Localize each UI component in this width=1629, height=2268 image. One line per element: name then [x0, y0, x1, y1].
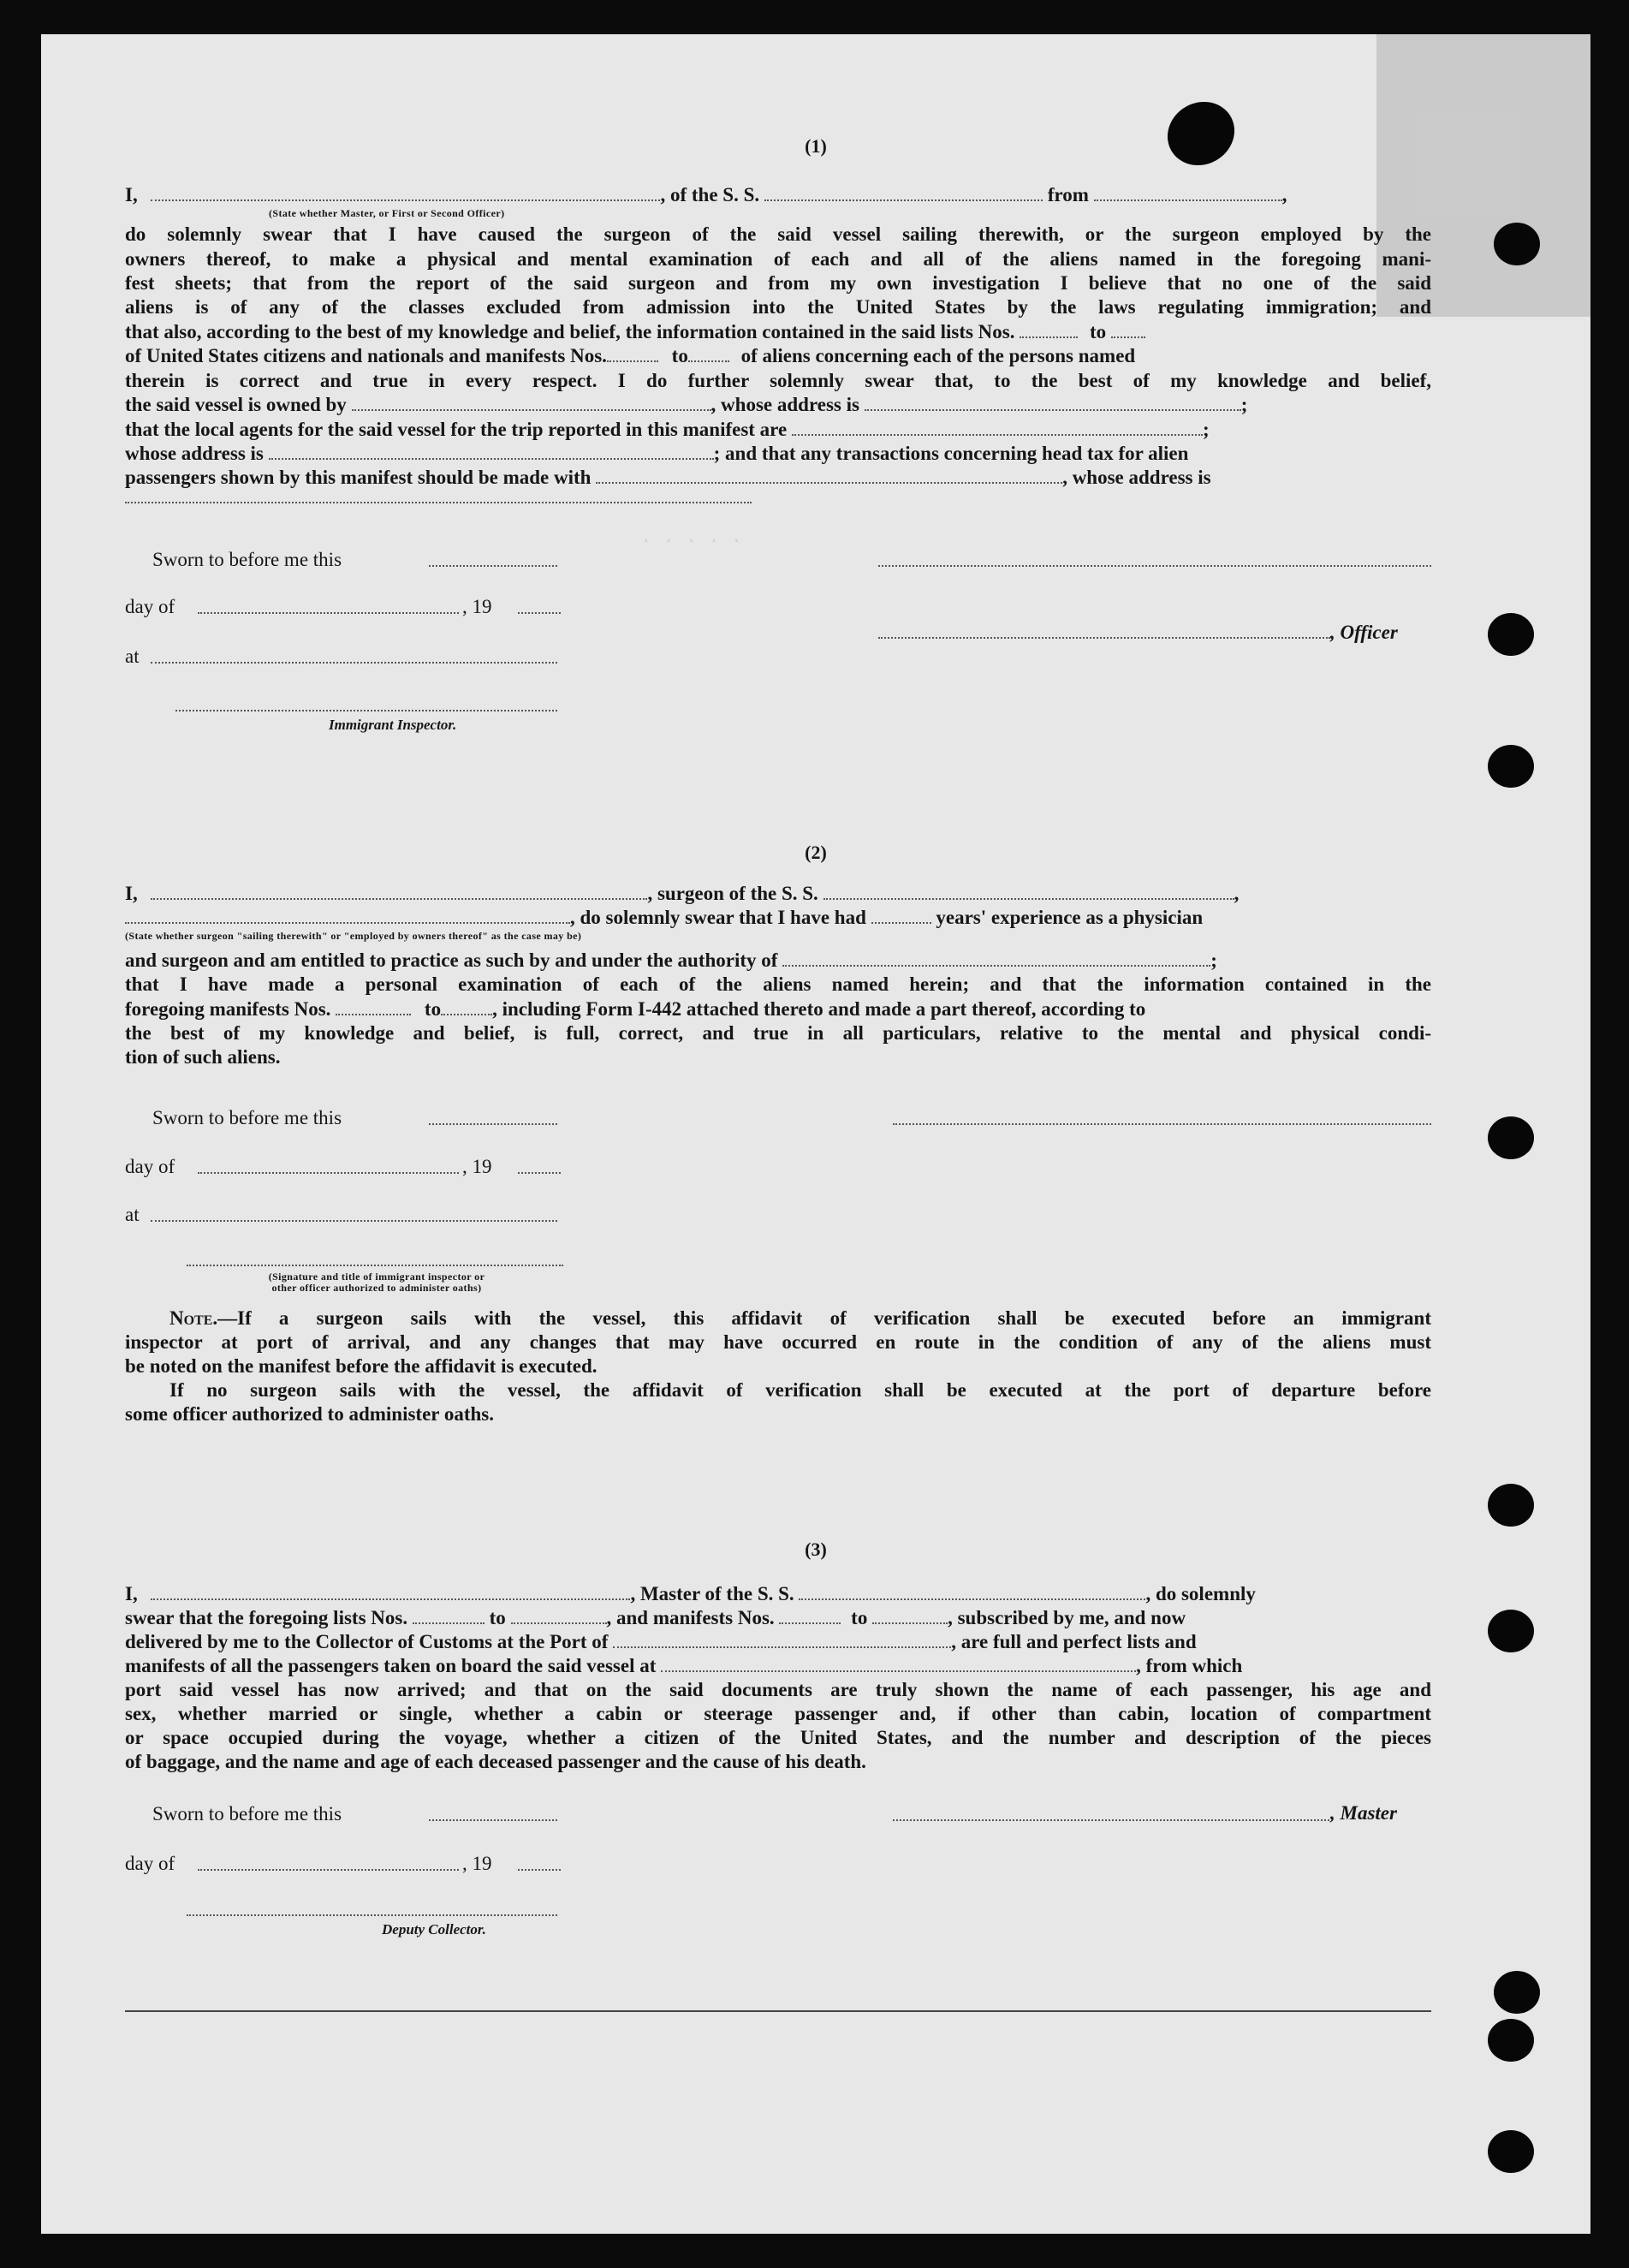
s1-caption: (State whether Master, or First or Second Officer): [269, 207, 505, 219]
s3-lists-to-blank[interactable]: [511, 1607, 607, 1624]
headtax-party-blank[interactable]: [596, 467, 1062, 484]
s3-full-lists-text: , are full and perfect lists and: [951, 1631, 1197, 1652]
s2-manifests-to: to: [424, 998, 442, 1020]
torn-mark: [1156, 90, 1246, 177]
s3-vessel-blank[interactable]: [799, 1583, 1145, 1600]
punch-hole: [1488, 2130, 1534, 2173]
s2-line-1: [125, 882, 1431, 906]
s3-lists-to: to: [489, 1607, 506, 1628]
s2-vessel-blank[interactable]: [823, 883, 1234, 900]
s2-knowledge-line: the best of my knowledge and belief, is full, correct, and true in all particulars, relative to the mental and physical condi-: [125, 1022, 1431, 1044]
surgeon-name-blank[interactable]: [151, 883, 647, 900]
punch-hole: [1488, 1116, 1534, 1159]
s3-line-2: [125, 1606, 1431, 1630]
s2-years-text: years' experience as a physician: [936, 907, 1204, 928]
section-3-number: (3): [805, 1539, 827, 1560]
s2-sig-caption-2: other officer authorized to administer oaths): [271, 1282, 482, 1294]
s1-citizens-text: of United States citizens and nationals and manifests Nos.: [125, 345, 607, 366]
s1-para-line-3: fest sheets; that from the report of the said surgeon and from my own investigation I believe that no one of the said: [125, 272, 1431, 294]
s1-address-label: whose address is: [125, 443, 264, 464]
s3-para-line-1: port said vessel has now arrived; and that on the said documents are truly shown the name of each passenger, his age and: [125, 1679, 1431, 1700]
s1-sworn-date-blank[interactable]: [429, 565, 557, 567]
s3-manifests-to: to: [851, 1607, 868, 1628]
s2-signature-blank[interactable]: [893, 1123, 1431, 1125]
s3-line-4: [125, 1654, 1431, 1678]
s3-lists-from-blank[interactable]: [413, 1607, 485, 1624]
s1-signature-blank[interactable]: [878, 565, 1431, 567]
headtax-address-blank[interactable]: [125, 502, 752, 503]
agents-blank[interactable]: [792, 419, 1203, 436]
s1-year-label: , 19: [462, 596, 492, 617]
s1-citizens-line: [125, 344, 1431, 368]
s1-owned-text: the said vessel is owned by: [125, 394, 347, 415]
s1-day-of-label: day of: [125, 596, 175, 617]
s1-address-line: [125, 442, 1431, 466]
master-name-blank[interactable]: [151, 1583, 630, 1600]
authority-blank[interactable]: [782, 949, 1210, 967]
s2-practice-text: and surgeon and am entitled to practice as such by and under the authority of: [125, 949, 778, 971]
s2-place-blank[interactable]: [151, 1220, 557, 1222]
s3-manifests-text: , and manifests Nos.: [606, 1607, 775, 1628]
s2-swear-text: , do solemnly swear that I have had: [570, 907, 866, 928]
s2-sig-caption-1: (Signature and title of immigrant inspector or: [268, 1271, 485, 1283]
s1-officer-label: , Officer: [1330, 622, 1398, 643]
master-signature-blank[interactable]: [893, 1819, 1329, 1821]
form-sheet: [41, 34, 1590, 2234]
years-blank[interactable]: [871, 907, 931, 924]
s3-master-caption: , Master: [1330, 1802, 1397, 1824]
s1-agents-line: [125, 418, 1431, 442]
s1-para-line-1: do solemnly swear that I have caused the surgeon of the said vessel sailing therewith, or the surgeon employed by the: [125, 223, 1431, 245]
s1-correct-line: therein is correct and true in every respect. I do further solemnly swear that, to the best of my knowledge and belief,: [125, 370, 1431, 391]
s3-day-blank[interactable]: [198, 1869, 459, 1871]
s2-manifests-rest: , including Form I-442 attached thereto and made a part thereof, according to: [492, 998, 1146, 1020]
s2-manifests-text: foregoing manifests Nos.: [125, 998, 331, 1020]
section-2-number: (2): [805, 842, 827, 863]
s1-passengers-line: [125, 466, 1431, 490]
vessel-blank[interactable]: [764, 184, 1043, 201]
owner-address-blank[interactable]: [865, 394, 1241, 411]
note-text-1: —If a surgeon sails with the vessel, this affidavit of verification shall be executed before an immigrant: [217, 1307, 1431, 1329]
s2-sworn-label: Sworn to before me this: [152, 1107, 342, 1128]
s2-inspector-signature-blank[interactable]: [187, 1265, 563, 1266]
s2-tion-line: tion of such aliens.: [125, 1046, 281, 1068]
punch-hole: [1488, 745, 1534, 788]
s2-year-blank[interactable]: [518, 1172, 561, 1174]
s3-year-label: , 19: [462, 1853, 492, 1874]
s1-owned-line: [125, 393, 1431, 417]
s3-board-text: manifests of all the passengers taken on board the said vessel at: [125, 1655, 657, 1676]
s3-collector-caption: Deputy Collector.: [382, 1921, 486, 1938]
s3-from-which: , from which: [1136, 1655, 1243, 1676]
s3-manifests-from-blank[interactable]: [779, 1607, 841, 1624]
s1-sworn-label: Sworn to before me this: [152, 549, 342, 570]
port-blank[interactable]: [613, 1631, 951, 1648]
s1-year-blank[interactable]: [518, 612, 561, 614]
s1-para-line-4: aliens is of any of the classes excluded from admission into the United States by the laws regulating immigration; and: [125, 296, 1431, 318]
note-label: Note.: [169, 1307, 218, 1329]
s2-practice-semicolon: ;: [1210, 949, 1217, 971]
s2-year-label: , 19: [462, 1156, 492, 1177]
s1-place-blank[interactable]: [151, 662, 557, 664]
s3-line-1: [125, 1582, 1431, 1606]
punch-hole: [1494, 223, 1540, 265]
s2-day-blank[interactable]: [198, 1172, 459, 1174]
s3-year-blank[interactable]: [518, 1869, 561, 1871]
collector-signature-blank[interactable]: [187, 1914, 557, 1916]
s2-note-line-3: be noted on the manifest before the affidavit is executed.: [125, 1355, 597, 1377]
s1-from-label: from: [1047, 184, 1089, 205]
s2-note2-line-2: some officer authorized to administer oaths.: [125, 1403, 494, 1425]
s1-ss-label: , of the S. S.: [660, 184, 760, 205]
boarding-port-blank[interactable]: [661, 1655, 1136, 1672]
agents-address-blank[interactable]: [269, 443, 714, 460]
s1-agents-semicolon: ;: [1202, 419, 1210, 440]
s1-i: I,: [125, 184, 138, 205]
section-1-number: (1): [805, 135, 827, 157]
lists-to-blank[interactable]: [1111, 321, 1145, 338]
s1-at-label: at: [125, 646, 140, 667]
lists-from-blank[interactable]: [1020, 321, 1078, 338]
s1-owner-address-label: , whose address is: [710, 394, 859, 415]
s1-line-1: I, , of the S. S. from ,: [125, 184, 1287, 205]
document-page: [41, 34, 1590, 2234]
s3-para-line-3: or space occupied during the voyage, whether a citizen of the United States, and the number and description of the pieces: [125, 1727, 1431, 1748]
name-blank[interactable]: [151, 184, 660, 201]
s2-i: I,: [125, 883, 138, 904]
s3-para-line-2: sex, whether married or single, whether a cabin or steerage passenger and, if other than cabin, location of compartment: [125, 1703, 1431, 1724]
s2-practice-line: [125, 949, 1431, 973]
punch-hole: [1488, 1610, 1534, 1652]
s2-sworn-date-blank[interactable]: [429, 1123, 557, 1125]
manifest-from-blank[interactable]: [607, 345, 658, 362]
s2-note-line-1: [125, 1307, 1431, 1330]
s3-delivered-text: delivered by me to the Collector of Customs at the Port of: [125, 1631, 609, 1652]
s2-note2-line-1: If no surgeon sails with the vessel, the affidavit of verification shall be executed at the port of departure before: [169, 1379, 1431, 1401]
s1-lists-line: [125, 320, 1431, 344]
s1-citizens-to: to: [671, 345, 688, 366]
s2-note-line-2: inspector at port of arrival, and any changes that may have occurred en route in the condition of any of the aliens must: [125, 1331, 1431, 1353]
s1-lists-text: that also, according to the best of my knowledge and belief, the information contained in the said lists Nos.: [125, 321, 1015, 342]
owner-blank[interactable]: [352, 394, 711, 411]
s1-citizens-rest: of aliens concerning each of the persons named: [740, 345, 1136, 366]
punch-hole: [1488, 2019, 1534, 2062]
s2-caption: (State whether surgeon "sailing therewith" or "employed by owners thereof" as the case may be): [125, 930, 582, 942]
s2-comma: ,: [1234, 883, 1240, 904]
s1-agents-text: that the local agents for the said vessel for the trip reported in this manifest are: [125, 419, 788, 440]
s3-sworn-date-blank[interactable]: [429, 1819, 557, 1821]
from-blank[interactable]: [1094, 184, 1282, 201]
s3-day-of-label: day of: [125, 1853, 175, 1874]
s3-subscribed-text: , subscribed by me, and now: [948, 1607, 1186, 1628]
s2-manifests-line: [125, 997, 1431, 1021]
s2-surgeon-label: , surgeon of the S. S.: [647, 883, 818, 904]
s3-master-label: , Master of the S. S.: [630, 1583, 794, 1604]
s1-semicolon: ;: [1240, 394, 1248, 415]
punch-hole: [1494, 1971, 1540, 2014]
s2-exam-line: that I have made a personal examination of each of the aliens named herein; and that the information contained in the: [125, 973, 1431, 995]
s3-lists-text: swear that the foregoing lists Nos.: [125, 1607, 408, 1628]
s1-inspector-caption: Immigrant Inspector.: [329, 717, 457, 733]
manifest-to-blank[interactable]: [688, 345, 729, 362]
s3-manifests-to-blank[interactable]: [872, 1607, 948, 1624]
bottom-rule: [125, 2010, 1431, 2012]
s1-inspector-signature-blank[interactable]: [175, 710, 557, 711]
punch-hole: [1488, 1484, 1534, 1527]
s2-line-2: [125, 906, 1431, 930]
s3-i: I,: [125, 1583, 138, 1604]
s2-day-of-label: day of: [125, 1156, 175, 1177]
s1-day-blank[interactable]: [198, 612, 459, 614]
s1-para-line-2: owners thereof, to make a physical and mental examination of each and all of the aliens named in the foregoing mani-: [125, 248, 1431, 270]
s1-passengers-text: passengers shown by this manifest should be made with: [125, 467, 592, 488]
s1-lists-to: to: [1090, 321, 1107, 342]
officer-signature-blank[interactable]: [878, 637, 1330, 639]
s2-at-label: at: [125, 1204, 140, 1225]
punch-hole: [1488, 613, 1534, 656]
surgeon-status-blank[interactable]: [125, 907, 570, 924]
s1-headtax-text: ; and that any transactions concerning head tax for alien: [713, 443, 1189, 464]
bleed-through-text: · · · · ·: [640, 531, 743, 552]
s3-sworn-label: Sworn to before me this: [152, 1803, 342, 1825]
s3-solemnly: , do solemnly: [1145, 1583, 1256, 1604]
s3-para-line-4: of baggage, and the name and age of each deceased passenger and the cause of his death.: [125, 1751, 866, 1772]
s1-passengers-address-label: , whose address is: [1062, 467, 1211, 488]
s2-manifest-to-blank[interactable]: [441, 998, 492, 1015]
s3-line-3: [125, 1630, 1431, 1654]
s2-manifest-from-blank[interactable]: [336, 998, 411, 1015]
